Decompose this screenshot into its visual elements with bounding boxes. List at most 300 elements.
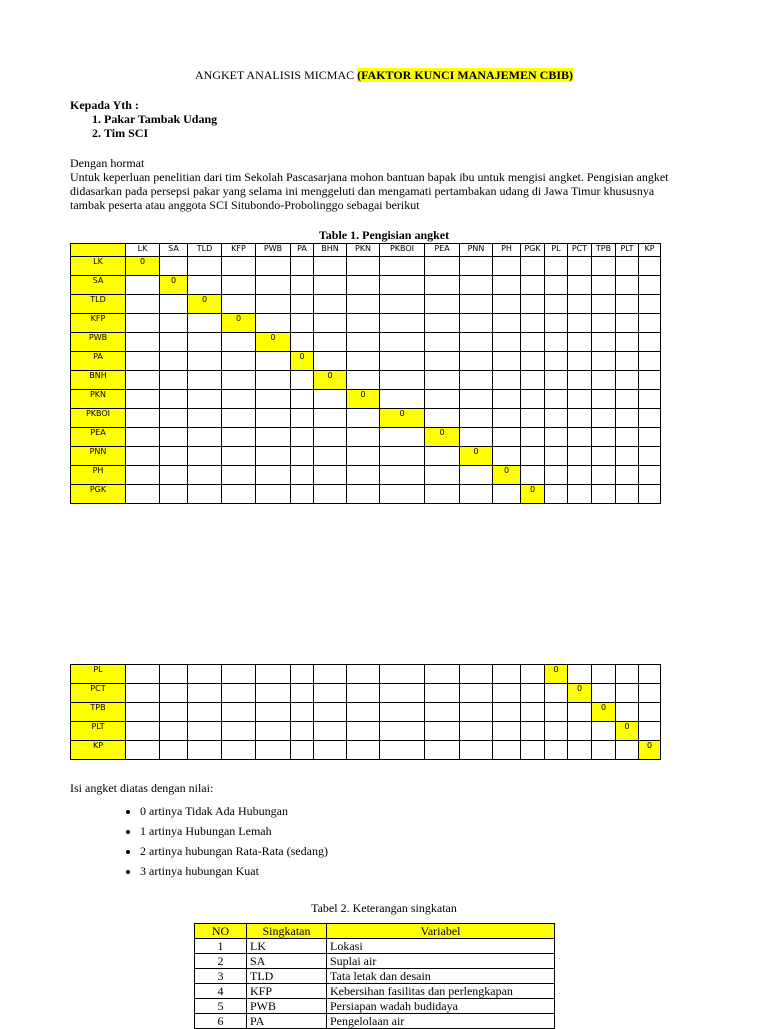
matrix-input-cell[interactable] xyxy=(568,314,592,333)
matrix-input-cell[interactable] xyxy=(639,466,661,485)
matrix-input-cell[interactable] xyxy=(639,722,661,741)
matrix-input-cell[interactable] xyxy=(291,390,314,409)
matrix-input-cell[interactable] xyxy=(460,703,493,722)
matrix-input-cell[interactable] xyxy=(314,684,347,703)
matrix-input-cell[interactable] xyxy=(256,703,291,722)
matrix-input-cell[interactable] xyxy=(314,428,347,447)
matrix-diagonal-cell[interactable]: 0 xyxy=(291,352,314,371)
matrix-input-cell[interactable] xyxy=(521,466,545,485)
matrix-input-cell[interactable] xyxy=(592,665,616,684)
matrix-input-cell[interactable] xyxy=(256,314,291,333)
matrix-input-cell[interactable] xyxy=(380,447,425,466)
matrix-input-cell[interactable] xyxy=(568,722,592,741)
matrix-input-cell[interactable] xyxy=(222,390,256,409)
matrix-input-cell[interactable] xyxy=(592,741,616,760)
matrix-input-cell[interactable] xyxy=(616,665,639,684)
matrix-input-cell[interactable] xyxy=(188,428,222,447)
matrix-input-cell[interactable] xyxy=(380,428,425,447)
matrix-input-cell[interactable] xyxy=(521,257,545,276)
matrix-input-cell[interactable] xyxy=(314,665,347,684)
matrix-input-cell[interactable] xyxy=(425,485,460,504)
matrix-input-cell[interactable] xyxy=(568,703,592,722)
matrix-input-cell[interactable] xyxy=(521,409,545,428)
matrix-input-cell[interactable] xyxy=(545,257,568,276)
matrix-input-cell[interactable] xyxy=(493,428,521,447)
matrix-input-cell[interactable] xyxy=(160,352,188,371)
matrix-input-cell[interactable] xyxy=(592,466,616,485)
matrix-input-cell[interactable] xyxy=(568,665,592,684)
matrix-input-cell[interactable] xyxy=(521,741,545,760)
matrix-input-cell[interactable] xyxy=(188,276,222,295)
matrix-input-cell[interactable] xyxy=(160,741,188,760)
matrix-input-cell[interactable] xyxy=(291,371,314,390)
matrix-input-cell[interactable] xyxy=(291,722,314,741)
matrix-input-cell[interactable] xyxy=(545,722,568,741)
matrix-input-cell[interactable] xyxy=(493,741,521,760)
matrix-input-cell[interactable] xyxy=(493,314,521,333)
matrix-input-cell[interactable] xyxy=(188,409,222,428)
matrix-input-cell[interactable] xyxy=(291,409,314,428)
matrix-input-cell[interactable] xyxy=(188,333,222,352)
matrix-input-cell[interactable] xyxy=(291,485,314,504)
matrix-input-cell[interactable] xyxy=(291,295,314,314)
matrix-input-cell[interactable] xyxy=(380,485,425,504)
matrix-input-cell[interactable] xyxy=(592,257,616,276)
matrix-input-cell[interactable] xyxy=(188,703,222,722)
matrix-input-cell[interactable] xyxy=(222,333,256,352)
matrix-input-cell[interactable] xyxy=(592,428,616,447)
matrix-input-cell[interactable] xyxy=(160,409,188,428)
matrix-input-cell[interactable] xyxy=(380,703,425,722)
matrix-input-cell[interactable] xyxy=(347,466,380,485)
matrix-input-cell[interactable] xyxy=(188,352,222,371)
matrix-input-cell[interactable] xyxy=(347,257,380,276)
matrix-input-cell[interactable] xyxy=(291,314,314,333)
matrix-input-cell[interactable] xyxy=(222,276,256,295)
matrix-input-cell[interactable] xyxy=(347,276,380,295)
matrix-input-cell[interactable] xyxy=(568,257,592,276)
matrix-input-cell[interactable] xyxy=(592,352,616,371)
matrix-diagonal-cell[interactable]: 0 xyxy=(639,741,661,760)
matrix-input-cell[interactable] xyxy=(222,741,256,760)
matrix-input-cell[interactable] xyxy=(639,390,661,409)
matrix-input-cell[interactable] xyxy=(126,390,160,409)
matrix-input-cell[interactable] xyxy=(639,665,661,684)
matrix-input-cell[interactable] xyxy=(222,371,256,390)
matrix-input-cell[interactable] xyxy=(222,409,256,428)
matrix-input-cell[interactable] xyxy=(126,314,160,333)
matrix-input-cell[interactable] xyxy=(380,722,425,741)
matrix-input-cell[interactable] xyxy=(222,295,256,314)
matrix-input-cell[interactable] xyxy=(493,333,521,352)
matrix-input-cell[interactable] xyxy=(160,333,188,352)
matrix-input-cell[interactable] xyxy=(188,741,222,760)
matrix-input-cell[interactable] xyxy=(222,722,256,741)
matrix-input-cell[interactable] xyxy=(291,257,314,276)
matrix-input-cell[interactable] xyxy=(256,295,291,314)
matrix-input-cell[interactable] xyxy=(188,371,222,390)
matrix-input-cell[interactable] xyxy=(545,314,568,333)
matrix-input-cell[interactable] xyxy=(347,352,380,371)
matrix-input-cell[interactable] xyxy=(160,665,188,684)
matrix-input-cell[interactable] xyxy=(126,409,160,428)
matrix-input-cell[interactable] xyxy=(592,295,616,314)
matrix-input-cell[interactable] xyxy=(160,371,188,390)
matrix-diagonal-cell[interactable]: 0 xyxy=(425,428,460,447)
matrix-input-cell[interactable] xyxy=(592,485,616,504)
matrix-input-cell[interactable] xyxy=(639,703,661,722)
matrix-input-cell[interactable] xyxy=(639,276,661,295)
matrix-input-cell[interactable] xyxy=(460,485,493,504)
matrix-input-cell[interactable] xyxy=(126,665,160,684)
matrix-input-cell[interactable] xyxy=(256,276,291,295)
matrix-input-cell[interactable] xyxy=(568,466,592,485)
matrix-input-cell[interactable] xyxy=(616,333,639,352)
matrix-input-cell[interactable] xyxy=(291,276,314,295)
matrix-diagonal-cell[interactable]: 0 xyxy=(460,447,493,466)
matrix-input-cell[interactable] xyxy=(568,741,592,760)
matrix-diagonal-cell[interactable]: 0 xyxy=(521,485,545,504)
matrix-input-cell[interactable] xyxy=(639,447,661,466)
matrix-input-cell[interactable] xyxy=(545,295,568,314)
matrix-input-cell[interactable] xyxy=(460,722,493,741)
matrix-input-cell[interactable] xyxy=(222,485,256,504)
matrix-input-cell[interactable] xyxy=(126,722,160,741)
matrix-input-cell[interactable] xyxy=(380,466,425,485)
matrix-input-cell[interactable] xyxy=(545,276,568,295)
matrix-input-cell[interactable] xyxy=(380,333,425,352)
matrix-input-cell[interactable] xyxy=(568,447,592,466)
matrix-input-cell[interactable] xyxy=(460,428,493,447)
matrix-input-cell[interactable] xyxy=(380,295,425,314)
matrix-input-cell[interactable] xyxy=(256,428,291,447)
matrix-input-cell[interactable] xyxy=(126,466,160,485)
matrix-input-cell[interactable] xyxy=(616,390,639,409)
matrix-input-cell[interactable] xyxy=(616,371,639,390)
matrix-input-cell[interactable] xyxy=(521,722,545,741)
matrix-input-cell[interactable] xyxy=(160,703,188,722)
matrix-input-cell[interactable] xyxy=(126,295,160,314)
matrix-input-cell[interactable] xyxy=(347,485,380,504)
matrix-input-cell[interactable] xyxy=(425,314,460,333)
matrix-input-cell[interactable] xyxy=(639,428,661,447)
matrix-input-cell[interactable] xyxy=(222,447,256,466)
matrix-input-cell[interactable] xyxy=(521,295,545,314)
matrix-input-cell[interactable] xyxy=(314,295,347,314)
matrix-input-cell[interactable] xyxy=(314,276,347,295)
matrix-input-cell[interactable] xyxy=(639,352,661,371)
matrix-input-cell[interactable] xyxy=(639,295,661,314)
matrix-input-cell[interactable] xyxy=(616,703,639,722)
matrix-input-cell[interactable] xyxy=(425,722,460,741)
matrix-input-cell[interactable] xyxy=(639,684,661,703)
matrix-input-cell[interactable] xyxy=(314,447,347,466)
matrix-input-cell[interactable] xyxy=(493,352,521,371)
matrix-input-cell[interactable] xyxy=(545,447,568,466)
matrix-input-cell[interactable] xyxy=(380,371,425,390)
matrix-input-cell[interactable] xyxy=(568,295,592,314)
matrix-input-cell[interactable] xyxy=(493,703,521,722)
matrix-input-cell[interactable] xyxy=(568,276,592,295)
matrix-input-cell[interactable] xyxy=(126,447,160,466)
matrix-input-cell[interactable] xyxy=(256,390,291,409)
matrix-input-cell[interactable] xyxy=(521,447,545,466)
matrix-input-cell[interactable] xyxy=(616,485,639,504)
matrix-input-cell[interactable] xyxy=(568,390,592,409)
matrix-input-cell[interactable] xyxy=(616,352,639,371)
matrix-input-cell[interactable] xyxy=(347,722,380,741)
matrix-input-cell[interactable] xyxy=(493,684,521,703)
matrix-input-cell[interactable] xyxy=(160,314,188,333)
matrix-input-cell[interactable] xyxy=(314,390,347,409)
matrix-input-cell[interactable] xyxy=(460,333,493,352)
matrix-input-cell[interactable] xyxy=(425,665,460,684)
matrix-input-cell[interactable] xyxy=(256,257,291,276)
matrix-input-cell[interactable] xyxy=(592,409,616,428)
matrix-input-cell[interactable] xyxy=(639,485,661,504)
matrix-input-cell[interactable] xyxy=(568,409,592,428)
matrix-input-cell[interactable] xyxy=(425,257,460,276)
matrix-input-cell[interactable] xyxy=(460,276,493,295)
matrix-input-cell[interactable] xyxy=(425,276,460,295)
matrix-input-cell[interactable] xyxy=(222,703,256,722)
matrix-input-cell[interactable] xyxy=(314,409,347,428)
matrix-input-cell[interactable] xyxy=(256,352,291,371)
matrix-diagonal-cell[interactable]: 0 xyxy=(493,466,521,485)
matrix-input-cell[interactable] xyxy=(460,466,493,485)
matrix-input-cell[interactable] xyxy=(493,447,521,466)
matrix-input-cell[interactable] xyxy=(460,257,493,276)
matrix-input-cell[interactable] xyxy=(639,333,661,352)
matrix-input-cell[interactable] xyxy=(222,257,256,276)
matrix-input-cell[interactable] xyxy=(460,371,493,390)
matrix-input-cell[interactable] xyxy=(493,390,521,409)
matrix-input-cell[interactable] xyxy=(616,466,639,485)
matrix-input-cell[interactable] xyxy=(568,485,592,504)
matrix-input-cell[interactable] xyxy=(425,371,460,390)
matrix-diagonal-cell[interactable]: 0 xyxy=(222,314,256,333)
matrix-input-cell[interactable] xyxy=(592,722,616,741)
matrix-input-cell[interactable] xyxy=(460,741,493,760)
matrix-input-cell[interactable] xyxy=(347,333,380,352)
matrix-input-cell[interactable] xyxy=(545,466,568,485)
matrix-input-cell[interactable] xyxy=(592,276,616,295)
matrix-input-cell[interactable] xyxy=(493,257,521,276)
matrix-input-cell[interactable] xyxy=(256,741,291,760)
matrix-input-cell[interactable] xyxy=(616,295,639,314)
matrix-input-cell[interactable] xyxy=(188,485,222,504)
matrix-input-cell[interactable] xyxy=(314,352,347,371)
matrix-input-cell[interactable] xyxy=(521,333,545,352)
matrix-input-cell[interactable] xyxy=(126,352,160,371)
matrix-input-cell[interactable] xyxy=(616,314,639,333)
matrix-input-cell[interactable] xyxy=(639,314,661,333)
matrix-input-cell[interactable] xyxy=(256,485,291,504)
matrix-input-cell[interactable] xyxy=(160,428,188,447)
matrix-input-cell[interactable] xyxy=(592,390,616,409)
matrix-input-cell[interactable] xyxy=(592,333,616,352)
matrix-input-cell[interactable] xyxy=(222,665,256,684)
matrix-diagonal-cell[interactable]: 0 xyxy=(256,333,291,352)
matrix-input-cell[interactable] xyxy=(347,371,380,390)
matrix-input-cell[interactable] xyxy=(460,295,493,314)
matrix-input-cell[interactable] xyxy=(460,684,493,703)
matrix-input-cell[interactable] xyxy=(160,485,188,504)
matrix-input-cell[interactable] xyxy=(521,276,545,295)
matrix-input-cell[interactable] xyxy=(314,257,347,276)
matrix-input-cell[interactable] xyxy=(521,665,545,684)
matrix-input-cell[interactable] xyxy=(347,409,380,428)
matrix-input-cell[interactable] xyxy=(126,703,160,722)
matrix-input-cell[interactable] xyxy=(256,409,291,428)
matrix-input-cell[interactable] xyxy=(256,371,291,390)
matrix-diagonal-cell[interactable]: 0 xyxy=(568,684,592,703)
matrix-input-cell[interactable] xyxy=(616,428,639,447)
matrix-diagonal-cell[interactable]: 0 xyxy=(380,409,425,428)
matrix-input-cell[interactable] xyxy=(568,428,592,447)
matrix-input-cell[interactable] xyxy=(222,684,256,703)
matrix-input-cell[interactable] xyxy=(126,371,160,390)
matrix-input-cell[interactable] xyxy=(347,428,380,447)
matrix-input-cell[interactable] xyxy=(126,333,160,352)
matrix-input-cell[interactable] xyxy=(521,703,545,722)
matrix-diagonal-cell[interactable]: 0 xyxy=(188,295,222,314)
matrix-input-cell[interactable] xyxy=(545,684,568,703)
matrix-input-cell[interactable] xyxy=(545,428,568,447)
matrix-input-cell[interactable] xyxy=(521,390,545,409)
matrix-input-cell[interactable] xyxy=(222,428,256,447)
matrix-input-cell[interactable] xyxy=(545,703,568,722)
matrix-input-cell[interactable] xyxy=(314,741,347,760)
matrix-input-cell[interactable] xyxy=(380,276,425,295)
matrix-input-cell[interactable] xyxy=(314,314,347,333)
matrix-input-cell[interactable] xyxy=(425,390,460,409)
matrix-input-cell[interactable] xyxy=(126,276,160,295)
matrix-input-cell[interactable] xyxy=(521,428,545,447)
matrix-input-cell[interactable] xyxy=(592,684,616,703)
matrix-input-cell[interactable] xyxy=(460,409,493,428)
matrix-input-cell[interactable] xyxy=(521,314,545,333)
matrix-input-cell[interactable] xyxy=(126,485,160,504)
matrix-input-cell[interactable] xyxy=(425,447,460,466)
matrix-input-cell[interactable] xyxy=(347,447,380,466)
matrix-diagonal-cell[interactable]: 0 xyxy=(616,722,639,741)
matrix-input-cell[interactable] xyxy=(493,276,521,295)
matrix-input-cell[interactable] xyxy=(347,703,380,722)
matrix-input-cell[interactable] xyxy=(160,684,188,703)
matrix-input-cell[interactable] xyxy=(380,390,425,409)
matrix-input-cell[interactable] xyxy=(291,466,314,485)
matrix-input-cell[interactable] xyxy=(545,352,568,371)
matrix-input-cell[interactable] xyxy=(568,333,592,352)
matrix-input-cell[interactable] xyxy=(291,741,314,760)
matrix-input-cell[interactable] xyxy=(291,684,314,703)
matrix-input-cell[interactable] xyxy=(639,409,661,428)
matrix-input-cell[interactable] xyxy=(256,684,291,703)
matrix-input-cell[interactable] xyxy=(616,409,639,428)
matrix-input-cell[interactable] xyxy=(616,257,639,276)
matrix-input-cell[interactable] xyxy=(347,665,380,684)
matrix-input-cell[interactable] xyxy=(493,371,521,390)
matrix-input-cell[interactable] xyxy=(291,333,314,352)
matrix-input-cell[interactable] xyxy=(639,257,661,276)
matrix-input-cell[interactable] xyxy=(188,390,222,409)
matrix-input-cell[interactable] xyxy=(493,665,521,684)
matrix-input-cell[interactable] xyxy=(521,684,545,703)
matrix-input-cell[interactable] xyxy=(460,352,493,371)
matrix-input-cell[interactable] xyxy=(380,352,425,371)
matrix-input-cell[interactable] xyxy=(380,257,425,276)
matrix-diagonal-cell[interactable]: 0 xyxy=(160,276,188,295)
matrix-input-cell[interactable] xyxy=(314,485,347,504)
matrix-input-cell[interactable] xyxy=(493,722,521,741)
matrix-diagonal-cell[interactable]: 0 xyxy=(126,257,160,276)
matrix-input-cell[interactable] xyxy=(256,722,291,741)
matrix-input-cell[interactable] xyxy=(347,684,380,703)
matrix-input-cell[interactable] xyxy=(126,684,160,703)
matrix-input-cell[interactable] xyxy=(425,466,460,485)
matrix-input-cell[interactable] xyxy=(291,665,314,684)
matrix-input-cell[interactable] xyxy=(160,295,188,314)
matrix-input-cell[interactable] xyxy=(521,371,545,390)
matrix-input-cell[interactable] xyxy=(545,333,568,352)
matrix-input-cell[interactable] xyxy=(493,409,521,428)
matrix-input-cell[interactable] xyxy=(493,295,521,314)
matrix-input-cell[interactable] xyxy=(188,665,222,684)
matrix-input-cell[interactable] xyxy=(380,665,425,684)
matrix-input-cell[interactable] xyxy=(347,295,380,314)
matrix-diagonal-cell[interactable]: 0 xyxy=(314,371,347,390)
matrix-input-cell[interactable] xyxy=(545,390,568,409)
matrix-diagonal-cell[interactable]: 0 xyxy=(592,703,616,722)
matrix-input-cell[interactable] xyxy=(460,665,493,684)
matrix-input-cell[interactable] xyxy=(425,333,460,352)
matrix-input-cell[interactable] xyxy=(222,466,256,485)
matrix-input-cell[interactable] xyxy=(545,485,568,504)
matrix-input-cell[interactable] xyxy=(314,466,347,485)
matrix-input-cell[interactable] xyxy=(639,371,661,390)
matrix-input-cell[interactable] xyxy=(188,447,222,466)
matrix-input-cell[interactable] xyxy=(568,352,592,371)
matrix-input-cell[interactable] xyxy=(188,684,222,703)
matrix-input-cell[interactable] xyxy=(291,447,314,466)
matrix-input-cell[interactable] xyxy=(425,684,460,703)
matrix-input-cell[interactable] xyxy=(291,428,314,447)
matrix-input-cell[interactable] xyxy=(616,447,639,466)
matrix-input-cell[interactable] xyxy=(160,257,188,276)
matrix-input-cell[interactable] xyxy=(425,409,460,428)
matrix-input-cell[interactable] xyxy=(160,722,188,741)
matrix-input-cell[interactable] xyxy=(160,466,188,485)
matrix-input-cell[interactable] xyxy=(380,314,425,333)
matrix-input-cell[interactable] xyxy=(380,741,425,760)
matrix-input-cell[interactable] xyxy=(592,371,616,390)
matrix-input-cell[interactable] xyxy=(314,703,347,722)
matrix-input-cell[interactable] xyxy=(460,390,493,409)
matrix-input-cell[interactable] xyxy=(592,447,616,466)
matrix-input-cell[interactable] xyxy=(425,352,460,371)
matrix-input-cell[interactable] xyxy=(616,276,639,295)
matrix-input-cell[interactable] xyxy=(188,466,222,485)
matrix-input-cell[interactable] xyxy=(222,352,256,371)
matrix-input-cell[interactable] xyxy=(314,333,347,352)
matrix-input-cell[interactable] xyxy=(314,722,347,741)
matrix-input-cell[interactable] xyxy=(521,352,545,371)
matrix-input-cell[interactable] xyxy=(126,428,160,447)
matrix-input-cell[interactable] xyxy=(256,447,291,466)
matrix-input-cell[interactable] xyxy=(347,741,380,760)
matrix-input-cell[interactable] xyxy=(493,485,521,504)
